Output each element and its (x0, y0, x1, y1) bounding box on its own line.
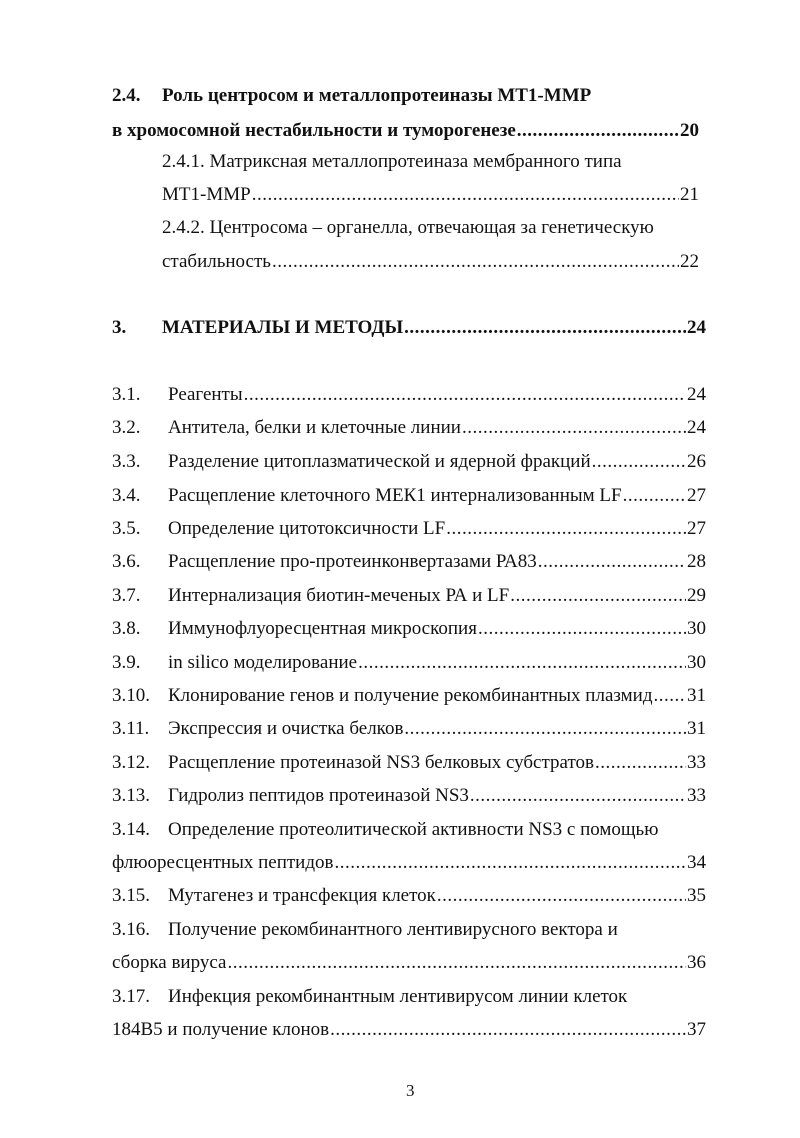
leader-dots (404, 316, 686, 340)
toc-title: МТ1-ММР (162, 184, 251, 205)
toc-title: Расщепление клеточного МЕК1 интернализованным LF (168, 485, 622, 506)
toc-page: 30 (687, 618, 706, 639)
toc-title: сборка вируса (112, 952, 227, 973)
toc-title: Мутагенез и трансфекция клеток (168, 885, 436, 906)
toc-title: флюоресцентных пептидов (112, 852, 334, 873)
leader-dots (358, 651, 686, 675)
toc-num: 3.6. (112, 551, 141, 572)
toc-entry-3-17 (112, 985, 628, 1009)
toc-page: 20 (680, 120, 699, 141)
toc-title: Инфекция рекомбинантным лентивирусом линии клеток (168, 986, 628, 1007)
toc-title: Гидролиз пептидов протеиназой NS3 (168, 785, 469, 806)
toc-entry-2-4-cont (112, 119, 699, 143)
toc-title: Разделение цитоплазматической и ядерной фракций (168, 451, 591, 472)
toc-title: МАТЕРИАЛЫ И МЕТОДЫ (162, 317, 404, 338)
toc-num: 3.8. (112, 618, 141, 639)
leader-dots (595, 751, 686, 775)
toc-num: 3.9. (112, 652, 141, 673)
toc-title: in silico моделирование (168, 652, 358, 673)
toc-title: Клонирование генов и получение рекомбинантных плазмид (168, 685, 653, 706)
toc-title: Получение рекомбинантного лентивирусного вектора и (168, 919, 618, 940)
toc-page: 24 (687, 417, 706, 438)
leader-dots (330, 1018, 686, 1042)
leader-dots (623, 484, 686, 508)
toc-num: 3.16. (112, 919, 150, 940)
toc-title: в хромосомной нестабильности и туморогенезе (112, 120, 516, 141)
toc-entry-2-4-2 (162, 216, 654, 240)
leader-dots (653, 684, 686, 708)
toc-entry-3-16 (112, 918, 618, 942)
toc-title: Определение протеолитической активности NS3 с помощью (168, 819, 659, 840)
toc-title: Реагенты (168, 384, 243, 405)
toc-num: 3. (112, 317, 127, 338)
toc-entry-3-14 (112, 818, 659, 842)
toc-page: 24 (687, 317, 706, 338)
leader-dots (252, 183, 679, 207)
leader-dots (272, 250, 679, 274)
toc-num: 3.5. (112, 518, 141, 539)
toc-page: 22 (680, 251, 699, 272)
leader-dots (470, 784, 686, 808)
toc-title: 2.4.2. Центросома – органелла, отвечающая за генетическую (162, 217, 654, 238)
toc-page: 26 (687, 451, 706, 472)
toc-num: 3.2. (112, 417, 141, 438)
toc-num: 3.17. (112, 986, 150, 1007)
toc-num: 3.3. (112, 451, 141, 472)
page-number: 3 (406, 1081, 415, 1100)
toc-page: 29 (687, 585, 706, 606)
leader-dots (462, 416, 686, 440)
toc-page: 31 (687, 685, 706, 706)
toc-page: 35 (687, 885, 706, 906)
toc-title: Определение цитотоксичности LF (168, 518, 446, 539)
toc-title: 2.4.1. Матриксная металлопротеиназа мембранного типа (162, 151, 622, 172)
toc-entry-2-4-1 (162, 150, 622, 174)
leader-dots (478, 617, 686, 641)
toc-page: 28 (687, 551, 706, 572)
toc-page: 31 (687, 718, 706, 739)
toc-title: Интернализация биотин-меченых РА и LF (168, 585, 510, 606)
toc-title: стабильность (162, 251, 271, 272)
toc-entry-2-4-1-cont (162, 183, 699, 207)
leader-dots (227, 951, 686, 975)
leader-dots (517, 119, 679, 143)
toc-num: 3.4. (112, 485, 141, 506)
toc-page: 27 (687, 485, 706, 506)
toc-num: 2.4. (112, 85, 141, 106)
toc-title: Роль центросом и металлопротеиназы МТ1-ММР (162, 85, 592, 106)
leader-dots (592, 450, 686, 474)
toc-title: Расщепление про-протеинконвертазами РА83 (168, 551, 537, 572)
toc-entry-2-4-2-cont (162, 250, 699, 274)
toc-num: 3.7. (112, 585, 141, 606)
toc-num: 3.15. (112, 885, 150, 906)
toc-page: 30 (687, 652, 706, 673)
toc-page: 37 (687, 1019, 706, 1040)
leader-dots (437, 884, 686, 908)
toc-entry-3-14-cont (112, 851, 706, 875)
toc-page: 33 (687, 785, 706, 806)
toc-num: 3.1. (112, 384, 141, 405)
toc-entry-3-16-cont (112, 951, 706, 975)
toc-num: 3.13. (112, 785, 150, 806)
toc-page: 21 (680, 184, 699, 205)
leader-dots (446, 517, 686, 541)
toc-title: Иммунофлуоресцентная микроскопия (168, 618, 477, 639)
toc-entry-3-17-cont (112, 1018, 706, 1042)
toc-title: Расщепление протеиназой NS3 белковых субстратов (168, 752, 594, 773)
leader-dots (335, 851, 687, 875)
leader-dots (404, 717, 686, 741)
toc-page: 36 (687, 952, 706, 973)
leader-dots (538, 550, 686, 574)
toc-page: 33 (687, 752, 706, 773)
toc-title: 184В5 и получение клонов (112, 1019, 330, 1040)
leader-dots (510, 584, 686, 608)
toc-num: 3.12. (112, 752, 150, 773)
toc-num: 3.14. (112, 819, 150, 840)
toc-num: 3.10. (112, 685, 150, 706)
toc-page: 27 (687, 518, 706, 539)
toc-entry-2-4 (112, 84, 592, 108)
toc-page: 24 (687, 384, 706, 405)
toc-num: 3.11. (112, 718, 150, 739)
toc-page: 34 (687, 852, 706, 873)
toc-title: Экспрессия и очистка белков (168, 718, 404, 739)
leader-dots (244, 383, 686, 407)
toc-title: Антитела, белки и клеточные линии (168, 417, 461, 438)
